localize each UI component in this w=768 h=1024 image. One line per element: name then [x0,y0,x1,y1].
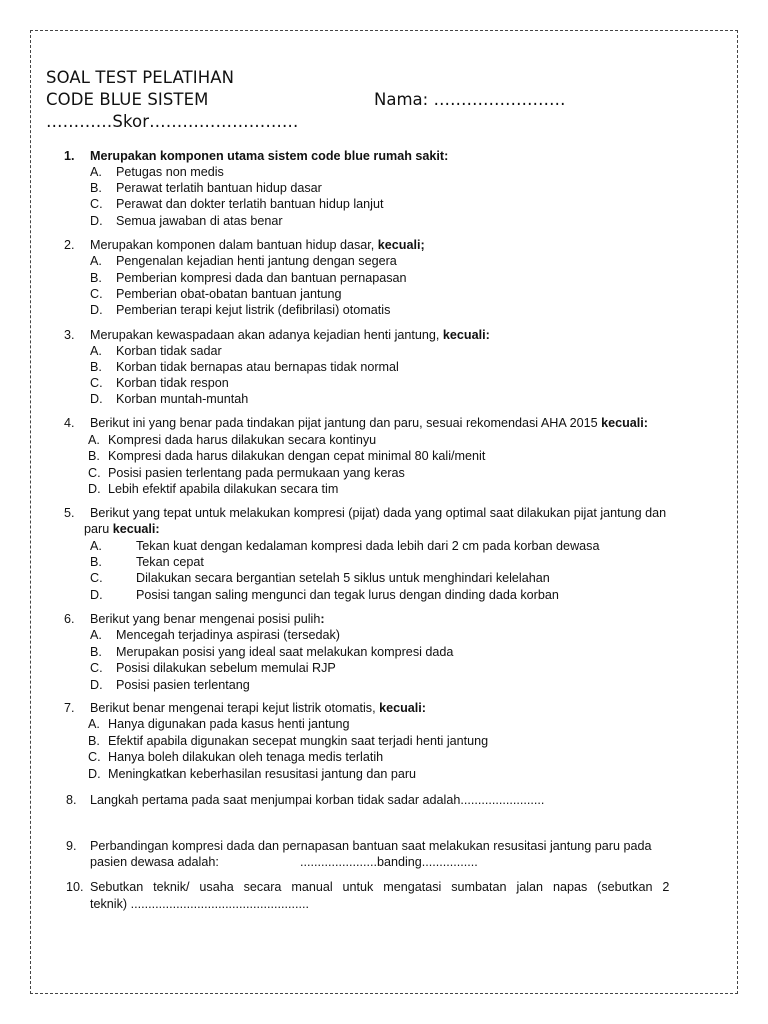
question-text: Berikut ini yang benar pada tindakan pijat jantung dan paru, sesuai rekomendasi AHA 2015 [90,416,598,430]
option-1d: D. Semua jawaban di atas benar [90,214,283,228]
option-7c: C. Hanya boleh dilakukan oleh tenaga medis terlatih [88,750,384,764]
question-7 [64,700,724,717]
question-8 [66,792,726,809]
option-4c: C. Posisi pasien terlentang pada permukaan yang keras [88,466,405,480]
option-6d: D. Posisi pasien terlentang [90,678,250,692]
option-2d: D. Pemberian terapi kejut listrik (defibrilasi) otomatis [90,303,391,317]
option-5c: C. Dilakukan secara bergantian setelah 5 siklus untuk menghindari kelelahan [90,571,550,585]
test-subtitle: CODE BLUE SISTEM [46,90,209,109]
question-number: 2. [64,238,75,252]
option-6b: B. Merupakan posisi yang ideal saat melakukan kompresi dada [90,645,454,659]
question-number: 5. [64,506,75,520]
option-2a: A. Pengenalan kejadian henti jantung dengan segera [90,254,397,268]
option-5a: A. Tekan kuat dengan kedalaman kompresi dada lebih dari 2 cm pada korban dewasa [90,539,600,553]
question-number: 6. [64,612,75,626]
question-emphasis: kecuali: [379,701,426,715]
option-3d: D. Korban muntah-muntah [90,392,249,406]
question-2 [64,237,724,254]
score-field: …………Skor……………………… [46,112,299,131]
question-1 [64,148,724,165]
option-7b: B. Efektif apabila digunakan secepat mungkin saat terjadi henti jantung [88,734,489,748]
question-text: Berikut yang benar mengenai posisi pulih [90,612,321,626]
question-10 [66,879,726,896]
question-text: Berikut yang tepat untuk melakukan kompresi (pijat) dada yang optimal saat dilakukan pijat jantung dan [90,506,667,520]
question-number: 1. [64,149,75,163]
test-title: SOAL TEST PELATIHAN [46,68,235,87]
option-6c: C. Posisi dilakukan sebelum memulai RJP [90,661,336,675]
option-4d: D. Lebih efektif apabila dilakukan secara tim [88,482,339,496]
question-emphasis: kecuali: [442,328,490,342]
question-6 [64,611,724,628]
question-number: 7. [64,701,75,715]
option-5b: B. Tekan cepat [90,555,204,569]
question-number: 4. [64,416,75,430]
question-text: Berikut benar mengenai terapi kejut listrik otomatis, [90,701,376,715]
option-1a: A. Petugas non medis [90,165,224,179]
option-6a: A. Mencegah terjadinya aspirasi (tersedak) [90,628,341,642]
option-3a: A. Korban tidak sadar [90,344,222,358]
question-emphasis: : [320,612,325,626]
option-7d: D. Meningkatkan keberhasilan resusitasi jantung dan paru [88,767,417,781]
question-emphasis: kecuali; [377,238,425,252]
option-3b: B. Korban tidak bernapas atau bernapas tidak normal [90,360,399,374]
question-5 [64,505,724,522]
question-number: 3. [64,328,75,342]
question-number: 10. [66,880,84,894]
question-9-line2: pasien dewasa adalah: [90,855,219,869]
question-9-blanks: ......................banding................ [300,855,478,869]
question-10-line2: teknik) ................................................... [90,897,310,911]
question-9 [66,838,722,855]
question-text: Merupakan kewaspadaan akan adanya kejadian henti jantung, [90,328,440,342]
option-7a: A. Hanya digunakan pada kasus henti jantung [88,717,350,731]
question-text: Merupakan komponen dalam bantuan hidup dasar, [90,238,375,252]
option-4b: B. Kompresi dada harus dilakukan dengan cepat minimal 80 kali/menit [88,449,486,463]
name-field: Nama: …………………… [374,90,566,109]
question-5-line2: paru kecuali: [84,522,160,536]
question-text: Langkah pertama pada saat menjumpai korban tidak sadar adalah........................ [90,793,545,807]
question-4 [64,415,724,432]
question-text: Merupakan komponen utama sistem code blue rumah sakit: [90,149,449,163]
question-text: Sebutkan teknik/ usaha secara manual untuk mengatasi sumbatan jalan napas (sebutkan 2 [90,880,670,894]
question-emphasis: kecuali: [601,416,648,430]
option-2b: B. Pemberian kompresi dada dan bantuan pernapasan [90,271,407,285]
question-number: 9. [66,839,77,853]
question-3 [64,327,724,344]
option-4a: A. Kompresi dada harus dilakukan secara kontinyu [88,433,377,447]
option-2c: C. Pemberian obat-obatan bantuan jantung [90,287,342,301]
option-1c: C. Perawat dan dokter terlatih bantuan hidup lanjut [90,197,384,211]
question-text: Perbandingan kompresi dada dan pernapasan bantuan saat melakukan resusitasi jantung paru pada [90,839,652,853]
option-3c: C. Korban tidak respon [90,376,229,390]
question-number: 8. [66,793,77,807]
option-1b: B. Perawat terlatih bantuan hidup dasar [90,181,322,195]
option-5d: D. Posisi tangan saling mengunci dan tegak lurus dengan dinding dada korban [90,588,559,602]
